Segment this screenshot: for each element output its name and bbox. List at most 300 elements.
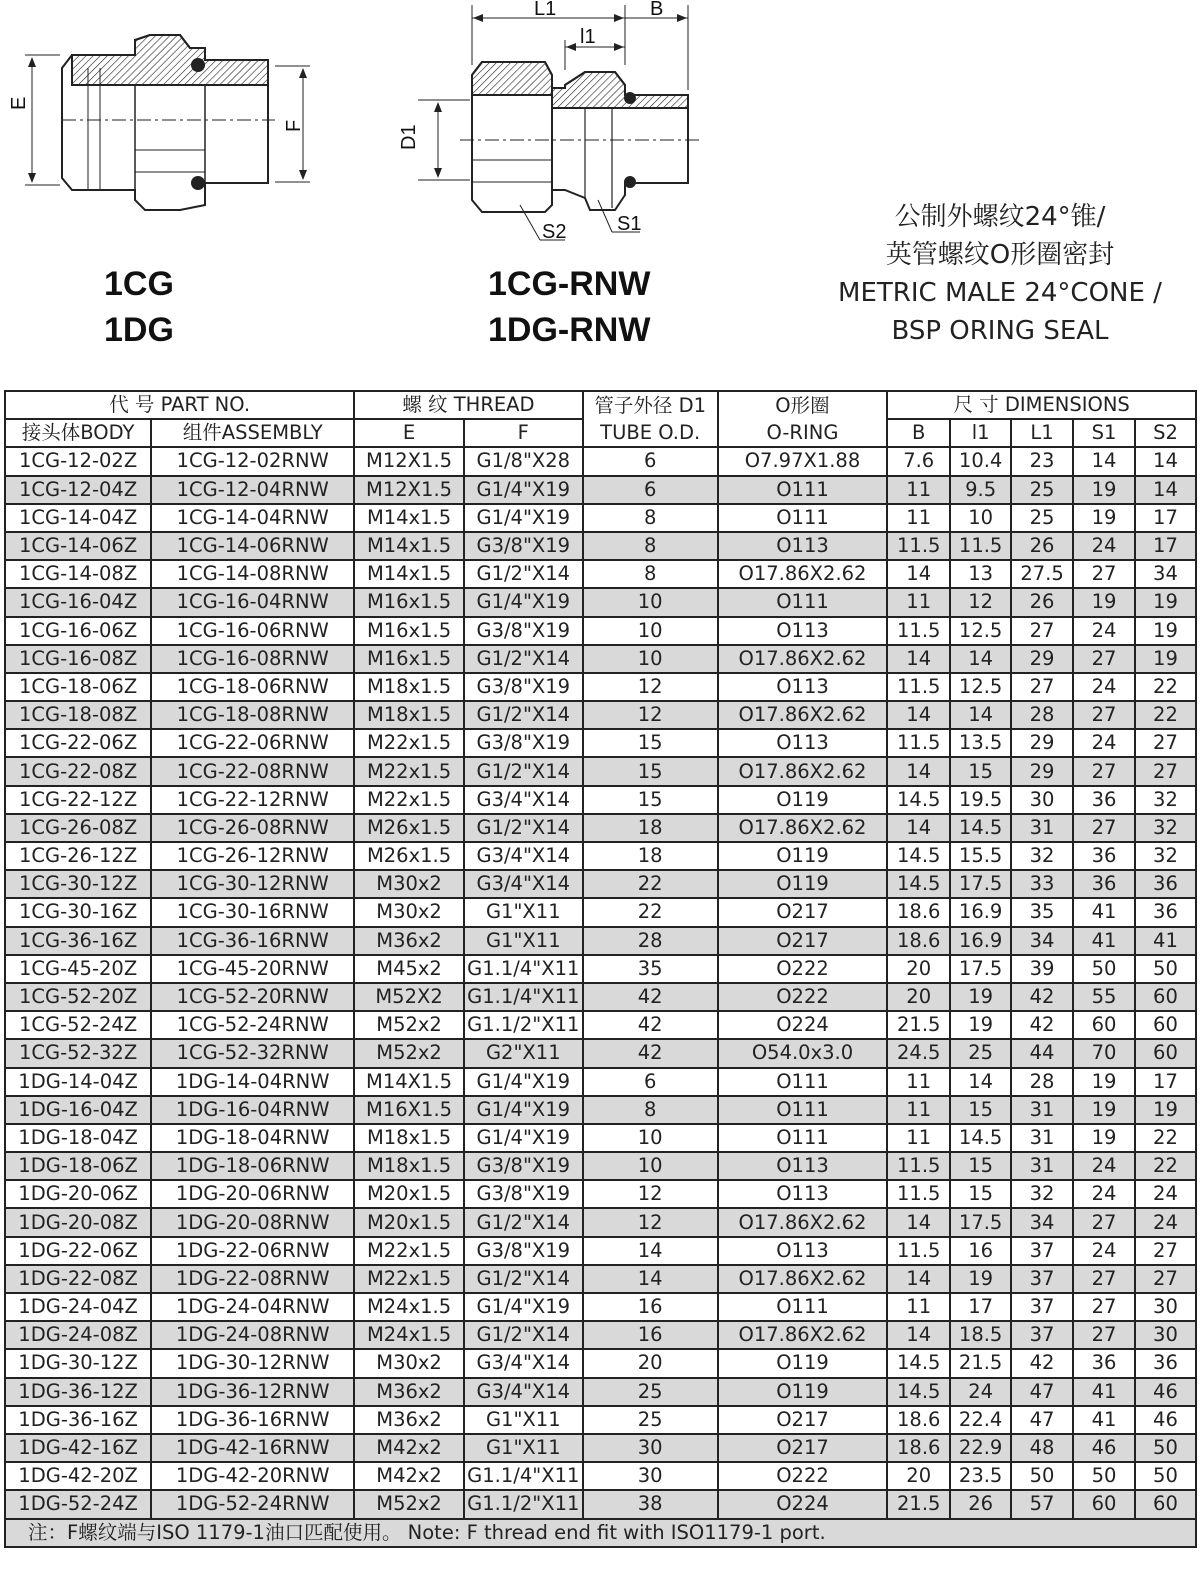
cell-tube-od: 10 — [583, 588, 718, 616]
cell-assembly: 1DG-30-12RNW — [151, 1349, 354, 1377]
cell-dim-L1: 32 — [1011, 1180, 1073, 1208]
cell-o-ring: O111 — [718, 504, 888, 532]
cell-thread-e: M36x2 — [354, 927, 464, 955]
cell-thread-e: M26x1.5 — [354, 842, 464, 870]
cell-tube-od: 30 — [583, 1434, 718, 1462]
cell-tube-od: 8 — [583, 504, 718, 532]
cell-thread-f: G1.1/2"X11 — [464, 1490, 583, 1518]
cell-assembly: 1DG-16-04RNW — [151, 1096, 354, 1124]
cell-dim-l1: 17.5 — [950, 955, 1011, 983]
cell-assembly: 1CG-52-32RNW — [151, 1039, 354, 1067]
cell-body: 1CG-14-04Z — [5, 504, 151, 532]
table-row — [5, 1039, 1196, 1067]
cell-dim-l1: 12 — [950, 588, 1011, 616]
cell-dim-b: 24.5 — [887, 1039, 950, 1067]
cell-dim-b: 11 — [887, 476, 950, 504]
label-D1: D1 — [398, 124, 420, 150]
table-row — [5, 870, 1196, 898]
cell-body: 1DG-18-04Z — [5, 1124, 151, 1152]
cell-o-ring: O224 — [718, 1011, 888, 1039]
cell-dim-s1: 41 — [1073, 898, 1135, 926]
cell-dim-l1: 19.5 — [950, 786, 1011, 814]
model-label-1cg-rnw: 1CG-RNW — [488, 265, 651, 303]
cell-dim-L1: 37 — [1011, 1237, 1073, 1265]
cell-thread-f: G3/8"X19 — [464, 673, 583, 701]
cell-dim-b: 14.5 — [887, 842, 950, 870]
cell-body: 1CG-45-20Z — [5, 955, 151, 983]
cell-dim-b: 20 — [887, 955, 950, 983]
cell-dim-l1: 12.5 — [950, 617, 1011, 645]
cell-dim-L1: 39 — [1011, 955, 1073, 983]
cell-thread-e: M36x2 — [354, 1378, 464, 1406]
cell-thread-e: M30x2 — [354, 898, 464, 926]
cell-assembly: 1CG-14-04RNW — [151, 504, 354, 532]
cell-body: 1DG-22-08Z — [5, 1265, 151, 1293]
cell-dim-s1: 41 — [1073, 1378, 1135, 1406]
table-row — [5, 645, 1196, 673]
header-tube-od-en: TUBE O.D. — [583, 419, 718, 447]
table-row — [5, 955, 1196, 983]
cell-dim-L1: 50 — [1011, 1462, 1073, 1490]
product-description — [800, 198, 1200, 350]
cell-dim-s2: 50 — [1135, 1462, 1196, 1490]
cell-body: 1DG-20-06Z — [5, 1180, 151, 1208]
table-row — [5, 532, 1196, 560]
cell-o-ring: O113 — [718, 617, 888, 645]
cell-thread-f: G1.1/4"X11 — [464, 1462, 583, 1490]
model-label-1dg-rnw: 1DG-RNW — [488, 311, 651, 349]
cell-dim-b: 18.6 — [887, 898, 950, 926]
cell-dim-s2: 32 — [1135, 814, 1196, 842]
cell-tube-od: 16 — [583, 1321, 718, 1349]
cell-dim-L1: 57 — [1011, 1490, 1073, 1518]
header-part-no: 代 号 PART NO. — [5, 391, 354, 419]
cell-dim-L1: 31 — [1011, 814, 1073, 842]
cell-assembly: 1DG-36-12RNW — [151, 1378, 354, 1406]
cell-o-ring: O17.86X2.62 — [718, 701, 888, 729]
cell-dim-s2: 46 — [1135, 1378, 1196, 1406]
cell-body: 1CG-14-08Z — [5, 560, 151, 588]
cell-tube-od: 16 — [583, 1293, 718, 1321]
cell-tube-od: 18 — [583, 814, 718, 842]
label-B: B — [650, 0, 664, 20]
cell-dim-s1: 46 — [1073, 1434, 1135, 1462]
cell-assembly: 1DG-52-24RNW — [151, 1490, 354, 1518]
cell-dim-l1: 17.5 — [950, 1208, 1011, 1236]
cell-dim-l1: 15 — [950, 757, 1011, 785]
cell-thread-f: G1/4"X19 — [464, 1124, 583, 1152]
header-oring-en: O-RING — [718, 419, 888, 447]
cell-tube-od: 10 — [583, 617, 718, 645]
cell-dim-s2: 19 — [1135, 645, 1196, 673]
cell-body: 1CG-18-06Z — [5, 673, 151, 701]
cell-tube-od: 38 — [583, 1490, 718, 1518]
cell-dim-l1: 22.4 — [950, 1406, 1011, 1434]
cell-dim-l1: 19 — [950, 983, 1011, 1011]
cell-dim-s2: 27 — [1135, 1237, 1196, 1265]
cell-o-ring: O222 — [718, 983, 888, 1011]
cell-body: 1DG-52-24Z — [5, 1490, 151, 1518]
cell-tube-od: 42 — [583, 1039, 718, 1067]
cell-tube-od: 15 — [583, 757, 718, 785]
cell-body: 1DG-18-06Z — [5, 1152, 151, 1180]
cell-dim-s1: 27 — [1073, 814, 1135, 842]
cell-o-ring: O111 — [718, 476, 888, 504]
header-s1: S1 — [1073, 419, 1135, 447]
cell-thread-f: G1/4"X19 — [464, 476, 583, 504]
cell-dim-s1: 55 — [1073, 983, 1135, 1011]
cell-dim-L1: 32 — [1011, 842, 1073, 870]
cell-assembly: 1CG-30-16RNW — [151, 898, 354, 926]
cell-thread-f: G3/4"X14 — [464, 870, 583, 898]
table-row — [5, 1096, 1196, 1124]
cell-body: 1DG-42-20Z — [5, 1462, 151, 1490]
header-thread: 螺 纹 THREAD — [354, 391, 582, 419]
cell-dim-L1: 31 — [1011, 1124, 1073, 1152]
cell-thread-e: M36x2 — [354, 1406, 464, 1434]
cell-dim-L1: 26 — [1011, 532, 1073, 560]
table-row — [5, 1237, 1196, 1265]
cell-tube-od: 25 — [583, 1406, 718, 1434]
cell-dim-s1: 24 — [1073, 673, 1135, 701]
cell-thread-f: G1/4"X19 — [464, 1068, 583, 1096]
cell-dim-L1: 37 — [1011, 1321, 1073, 1349]
cell-dim-L1: 48 — [1011, 1434, 1073, 1462]
cell-o-ring: O111 — [718, 1293, 888, 1321]
cell-assembly: 1CG-12-02RNW — [151, 447, 354, 475]
cell-dim-s2: 32 — [1135, 786, 1196, 814]
cell-dim-b: 18.6 — [887, 1434, 950, 1462]
cell-body: 1CG-26-12Z — [5, 842, 151, 870]
cell-assembly: 1CG-30-12RNW — [151, 870, 354, 898]
cell-tube-od: 22 — [583, 870, 718, 898]
header-row-2 — [5, 419, 1196, 447]
cell-thread-f: G1.1/2"X11 — [464, 1011, 583, 1039]
cell-dim-s2: 60 — [1135, 1011, 1196, 1039]
cell-dim-s1: 19 — [1073, 1096, 1135, 1124]
note-row — [5, 1519, 1196, 1547]
description-cn-line1: 公制外螺纹24°锥/ — [894, 202, 1106, 232]
cell-dim-b: 11.5 — [887, 617, 950, 645]
cell-thread-f: G3/4"X14 — [464, 842, 583, 870]
cell-dim-l1: 9.5 — [950, 476, 1011, 504]
cell-thread-e: M26x1.5 — [354, 814, 464, 842]
cell-dim-s2: 32 — [1135, 842, 1196, 870]
cell-o-ring: O17.86X2.62 — [718, 560, 888, 588]
cell-dim-L1: 26 — [1011, 588, 1073, 616]
cell-dim-L1: 34 — [1011, 1208, 1073, 1236]
cell-dim-s1: 50 — [1073, 955, 1135, 983]
cell-thread-f: G1/2"X14 — [464, 1265, 583, 1293]
cell-tube-od: 30 — [583, 1462, 718, 1490]
cell-dim-s1: 24 — [1073, 729, 1135, 757]
table-row — [5, 1490, 1196, 1518]
cell-thread-f: G3/8"X19 — [464, 729, 583, 757]
cell-dim-s2: 22 — [1135, 701, 1196, 729]
cell-dim-s1: 27 — [1073, 1321, 1135, 1349]
cell-thread-f: G1/8"X28 — [464, 447, 583, 475]
cell-dim-s2: 24 — [1135, 1180, 1196, 1208]
cell-dim-s2: 24 — [1135, 1208, 1196, 1236]
model-label-1dg: 1DG — [104, 311, 174, 349]
header-e: E — [354, 419, 464, 447]
cell-thread-e: M52X2 — [354, 983, 464, 1011]
cell-body: 1CG-16-08Z — [5, 645, 151, 673]
cell-thread-e: M16X1.5 — [354, 1096, 464, 1124]
header-tube-od-cn: 管子外径 D1 — [583, 391, 718, 419]
table-row — [5, 786, 1196, 814]
cell-tube-od: 14 — [583, 1265, 718, 1293]
table-row — [5, 1265, 1196, 1293]
cell-thread-f: G1/4"X19 — [464, 504, 583, 532]
cell-assembly: 1CG-36-16RNW — [151, 927, 354, 955]
cell-dim-s1: 24 — [1073, 1237, 1135, 1265]
cell-dim-s2: 60 — [1135, 983, 1196, 1011]
cell-dim-L1: 28 — [1011, 1068, 1073, 1096]
cell-body: 1DG-36-16Z — [5, 1406, 151, 1434]
cell-body: 1DG-30-12Z — [5, 1349, 151, 1377]
cell-dim-b: 14 — [887, 814, 950, 842]
cell-o-ring: O17.86X2.62 — [718, 757, 888, 785]
cell-dim-L1: 25 — [1011, 504, 1073, 532]
cell-assembly: 1DG-20-06RNW — [151, 1180, 354, 1208]
cell-dim-L1: 29 — [1011, 729, 1073, 757]
cell-o-ring: O113 — [718, 1180, 888, 1208]
cell-thread-f: G1/2"X14 — [464, 1321, 583, 1349]
cell-o-ring: O222 — [718, 955, 888, 983]
cell-body: 1DG-16-04Z — [5, 1096, 151, 1124]
cell-thread-e: M18x1.5 — [354, 1152, 464, 1180]
cell-dim-l1: 21.5 — [950, 1349, 1011, 1377]
cell-thread-f: G1/4"X19 — [464, 1293, 583, 1321]
cell-o-ring: O113 — [718, 673, 888, 701]
cell-dim-L1: 44 — [1011, 1039, 1073, 1067]
cell-assembly: 1DG-42-20RNW — [151, 1462, 354, 1490]
cell-dim-l1: 12.5 — [950, 673, 1011, 701]
cell-thread-e: M16x1.5 — [354, 588, 464, 616]
cell-thread-e: M16x1.5 — [354, 617, 464, 645]
cell-dim-s1: 24 — [1073, 1180, 1135, 1208]
cell-tube-od: 10 — [583, 645, 718, 673]
cell-body: 1DG-36-12Z — [5, 1378, 151, 1406]
cell-thread-e: M14x1.5 — [354, 560, 464, 588]
cell-tube-od: 18 — [583, 842, 718, 870]
cell-thread-e: M22x1.5 — [354, 757, 464, 785]
cell-dim-b: 11 — [887, 504, 950, 532]
cell-dim-L1: 47 — [1011, 1406, 1073, 1434]
cell-o-ring: O111 — [718, 1068, 888, 1096]
cell-o-ring: O119 — [718, 1378, 888, 1406]
cell-body: 1CG-22-06Z — [5, 729, 151, 757]
cell-body: 1CG-18-08Z — [5, 701, 151, 729]
cell-tube-od: 25 — [583, 1378, 718, 1406]
cell-dim-l1: 14 — [950, 1068, 1011, 1096]
cell-dim-L1: 27 — [1011, 617, 1073, 645]
cell-dim-s2: 22 — [1135, 1152, 1196, 1180]
cell-dim-b: 7.6 — [887, 447, 950, 475]
table-row — [5, 1152, 1196, 1180]
cell-thread-f: G3/8"X19 — [464, 617, 583, 645]
cell-dim-s1: 60 — [1073, 1011, 1135, 1039]
cell-dim-s2: 34 — [1135, 560, 1196, 588]
table-row — [5, 1011, 1196, 1039]
cell-assembly: 1CG-16-06RNW — [151, 617, 354, 645]
table-row — [5, 814, 1196, 842]
cell-thread-f: G3/8"X19 — [464, 1152, 583, 1180]
cell-tube-od: 42 — [583, 1011, 718, 1039]
cell-dim-L1: 29 — [1011, 645, 1073, 673]
cell-o-ring: O17.86X2.62 — [718, 1208, 888, 1236]
cell-dim-L1: 47 — [1011, 1378, 1073, 1406]
cell-dim-s2: 19 — [1135, 588, 1196, 616]
cell-dim-s2: 14 — [1135, 447, 1196, 475]
cell-thread-e: M22x1.5 — [354, 729, 464, 757]
cell-thread-e: M12X1.5 — [354, 447, 464, 475]
cell-thread-e: M14x1.5 — [354, 532, 464, 560]
cell-body: 1CG-16-06Z — [5, 617, 151, 645]
cell-dim-s1: 36 — [1073, 842, 1135, 870]
cell-assembly: 1DG-18-04RNW — [151, 1124, 354, 1152]
cell-thread-e: M16x1.5 — [354, 645, 464, 673]
cell-tube-od: 8 — [583, 532, 718, 560]
cell-o-ring: O119 — [718, 870, 888, 898]
cell-assembly: 1CG-16-04RNW — [151, 588, 354, 616]
table-row — [5, 1462, 1196, 1490]
cell-body: 1DG-24-04Z — [5, 1293, 151, 1321]
cell-dim-b: 14 — [887, 560, 950, 588]
cell-dim-l1: 16.9 — [950, 898, 1011, 926]
cell-dim-b: 11.5 — [887, 729, 950, 757]
cell-thread-f: G1/2"X14 — [464, 757, 583, 785]
cell-assembly: 1CG-26-08RNW — [151, 814, 354, 842]
table-row — [5, 842, 1196, 870]
cell-dim-s1: 60 — [1073, 1490, 1135, 1518]
cell-body: 1CG-12-04Z — [5, 476, 151, 504]
cell-dim-L1: 28 — [1011, 701, 1073, 729]
table-row — [5, 1180, 1196, 1208]
table-row — [5, 560, 1196, 588]
cell-thread-e: M42x2 — [354, 1462, 464, 1490]
cell-body: 1CG-36-16Z — [5, 927, 151, 955]
cell-body: 1CG-22-08Z — [5, 757, 151, 785]
cell-thread-f: G1/2"X14 — [464, 814, 583, 842]
cell-body: 1DG-24-08Z — [5, 1321, 151, 1349]
table-row — [5, 1349, 1196, 1377]
description-en-line2: BSP ORING SEAL — [891, 316, 1109, 346]
cell-dim-s1: 24 — [1073, 532, 1135, 560]
table-row — [5, 1068, 1196, 1096]
table-row — [5, 617, 1196, 645]
cell-dim-s1: 27 — [1073, 560, 1135, 588]
cell-dim-L1: 35 — [1011, 898, 1073, 926]
cell-body: 1CG-26-08Z — [5, 814, 151, 842]
cell-body: 1CG-22-12Z — [5, 786, 151, 814]
header-L1: L1 — [1011, 419, 1073, 447]
cell-o-ring: O217 — [718, 1406, 888, 1434]
cell-dim-s2: 46 — [1135, 1406, 1196, 1434]
cell-thread-e: M24x1.5 — [354, 1321, 464, 1349]
cell-dim-l1: 15 — [950, 1096, 1011, 1124]
cell-dim-b: 11 — [887, 1096, 950, 1124]
cell-tube-od: 6 — [583, 447, 718, 475]
cell-dim-b: 14 — [887, 1321, 950, 1349]
cell-dim-s2: 27 — [1135, 729, 1196, 757]
cell-dim-b: 14 — [887, 757, 950, 785]
table-row — [5, 1406, 1196, 1434]
cell-thread-f: G1"X11 — [464, 927, 583, 955]
cell-dim-b: 11 — [887, 1293, 950, 1321]
cell-o-ring: O113 — [718, 532, 888, 560]
cell-assembly: 1DG-22-06RNW — [151, 1237, 354, 1265]
cell-tube-od: 28 — [583, 927, 718, 955]
cell-dim-l1: 11.5 — [950, 532, 1011, 560]
table-row — [5, 1434, 1196, 1462]
header-body: 接头体BODY — [5, 419, 151, 447]
cell-o-ring: O111 — [718, 1124, 888, 1152]
table-row — [5, 1321, 1196, 1349]
table-body — [5, 447, 1196, 1518]
cell-assembly: 1DG-20-08RNW — [151, 1208, 354, 1236]
cell-assembly: 1DG-14-04RNW — [151, 1068, 354, 1096]
cell-thread-f: G1.1/4"X11 — [464, 955, 583, 983]
table-row — [5, 1293, 1196, 1321]
cell-dim-b: 18.6 — [887, 927, 950, 955]
cell-dim-b: 11 — [887, 1068, 950, 1096]
cell-dim-L1: 42 — [1011, 1011, 1073, 1039]
cell-thread-f: G1"X11 — [464, 1406, 583, 1434]
cell-thread-e: M22x1.5 — [354, 1237, 464, 1265]
cell-dim-b: 11 — [887, 1124, 950, 1152]
cell-thread-e: M18x1.5 — [354, 1124, 464, 1152]
cell-assembly: 1CG-26-12RNW — [151, 842, 354, 870]
cell-tube-od: 15 — [583, 786, 718, 814]
cell-dim-s1: 19 — [1073, 588, 1135, 616]
cell-assembly: 1CG-14-08RNW — [151, 560, 354, 588]
cell-dim-s1: 50 — [1073, 1462, 1135, 1490]
cell-thread-f: G3/8"X19 — [464, 532, 583, 560]
cell-thread-f: G1/2"X14 — [464, 560, 583, 588]
cell-dim-s2: 19 — [1135, 1096, 1196, 1124]
cell-thread-e: M18x1.5 — [354, 673, 464, 701]
header-oring-cn: O形圈 — [718, 391, 888, 419]
header-f: F — [464, 419, 583, 447]
cell-dim-L1: 33 — [1011, 870, 1073, 898]
cell-tube-od: 12 — [583, 673, 718, 701]
cell-thread-f: G1/2"X14 — [464, 645, 583, 673]
cell-dim-l1: 15 — [950, 1152, 1011, 1180]
cell-body: 1CG-30-12Z — [5, 870, 151, 898]
table-row — [5, 588, 1196, 616]
cell-dim-s1: 14 — [1073, 447, 1135, 475]
cell-assembly: 1DG-24-08RNW — [151, 1321, 354, 1349]
cell-o-ring: O113 — [718, 729, 888, 757]
cell-dim-s2: 22 — [1135, 673, 1196, 701]
cell-tube-od: 12 — [583, 1180, 718, 1208]
cell-thread-f: G3/4"X14 — [464, 786, 583, 814]
table-row — [5, 1378, 1196, 1406]
cell-dim-l1: 19 — [950, 1265, 1011, 1293]
cell-thread-f: G1/2"X14 — [464, 1208, 583, 1236]
cell-thread-e: M14x1.5 — [354, 504, 464, 532]
cell-dim-L1: 31 — [1011, 1096, 1073, 1124]
cell-dim-b: 11.5 — [887, 532, 950, 560]
cell-thread-f: G1/2"X14 — [464, 701, 583, 729]
specification-table — [4, 390, 1197, 1548]
cell-dim-s1: 36 — [1073, 870, 1135, 898]
cell-dim-s2: 60 — [1135, 1039, 1196, 1067]
cell-dim-b: 14.5 — [887, 1378, 950, 1406]
cell-dim-l1: 13 — [950, 560, 1011, 588]
